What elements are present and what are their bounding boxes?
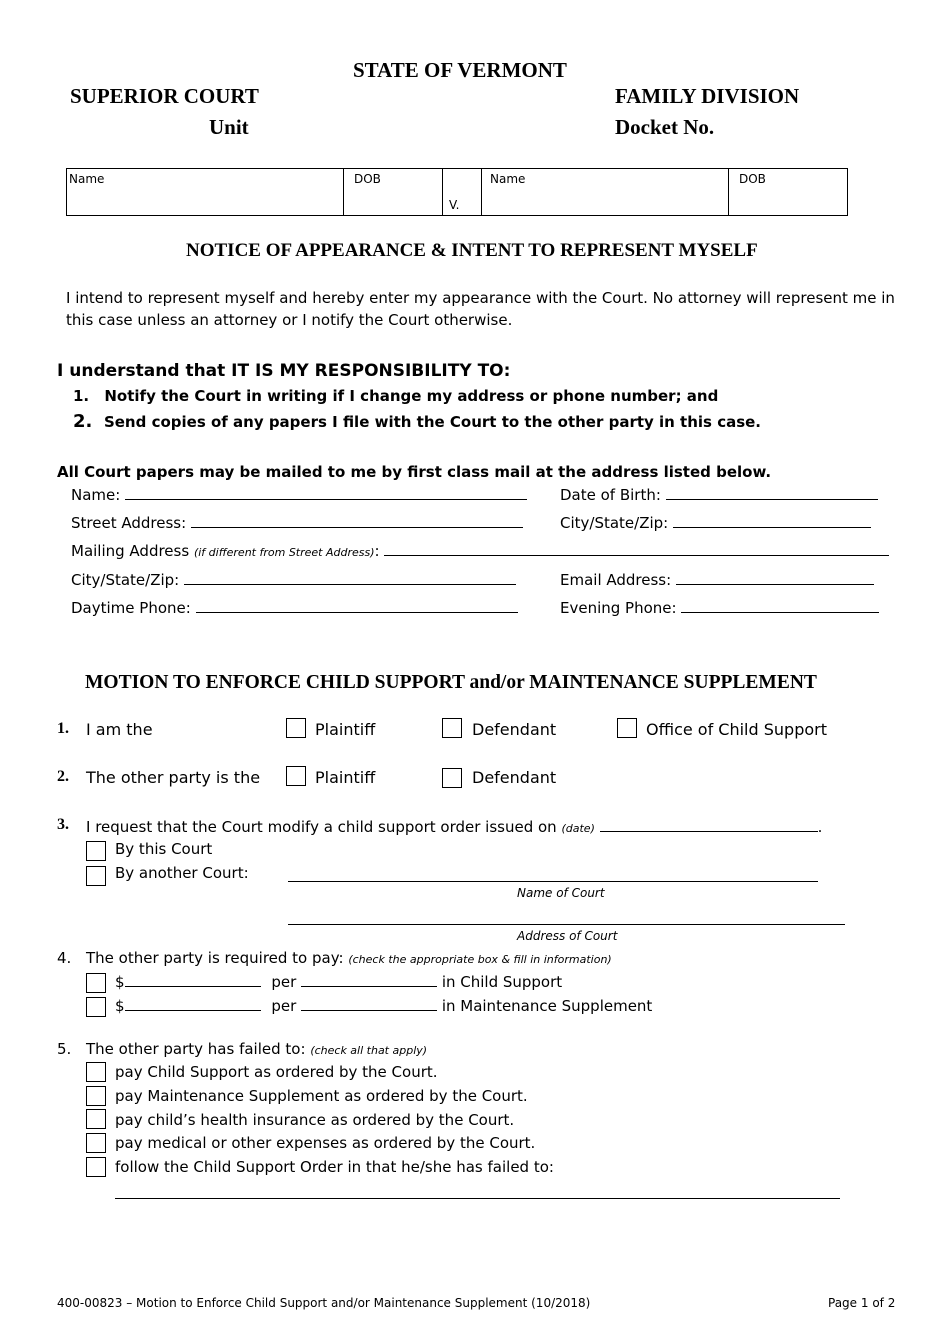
street-line[interactable]: [191, 513, 523, 528]
q3-other-court-checkbox[interactable]: [86, 866, 106, 886]
dob-label: Date of Birth:: [560, 486, 661, 504]
q4-maintenance-checkbox[interactable]: [86, 997, 106, 1017]
q4-period-1-line[interactable]: [301, 972, 437, 987]
party2-dob-label: DOB: [739, 172, 766, 186]
q1-ocs-checkbox[interactable]: [617, 718, 637, 738]
q4-number: 4.: [57, 949, 72, 967]
q4-maintenance-row[interactable]: [115, 996, 652, 1015]
q1-defendant-checkbox[interactable]: [442, 718, 462, 738]
city-right-label: City/State/Zip:: [560, 514, 669, 532]
q3-date-note: (date): [561, 822, 595, 835]
q5-number: 5.: [57, 1040, 72, 1058]
q1-defendant-label: Defendant: [472, 720, 557, 739]
division-heading: FAMILY DIVISION: [615, 84, 800, 108]
responsibility-num-2: 2.: [73, 411, 93, 432]
q4-row: [86, 949, 612, 967]
city-field[interactable]: [71, 570, 516, 589]
party1-name-label: Name: [69, 172, 105, 186]
party1-dob-label: DOB: [354, 172, 381, 186]
name-label: Name:: [71, 486, 121, 504]
state-heading: STATE OF VERMONT: [353, 58, 567, 82]
q2-label: The other party is the: [86, 768, 261, 787]
q2-defendant-checkbox[interactable]: [442, 768, 462, 788]
q4-note: (check the appropriate box & fill in information): [348, 953, 612, 966]
q5-health-insurance-checkbox[interactable]: [86, 1109, 106, 1129]
q4-label: The other party is required to pay:: [86, 949, 344, 967]
q4-child-support-row[interactable]: [115, 972, 562, 991]
q5-explanation-line[interactable]: [115, 1198, 840, 1199]
street-label: Street Address:: [71, 514, 187, 532]
q4-dollar-2: $: [115, 997, 125, 1015]
unit-label: Unit: [209, 115, 249, 139]
mailing-note: (if different from Street Address): [193, 546, 375, 559]
q1-number: 1.: [57, 720, 69, 737]
mail-note: All Court papers may be mailed to me by first class mail at the address listed below.: [57, 463, 772, 481]
email-field[interactable]: [560, 570, 874, 589]
day-phone-label: Daytime Phone:: [71, 599, 191, 617]
q4-per-1: per: [271, 973, 297, 991]
responsibility-text-2: Send copies of any papers I file with the Court to the other party in this case.: [103, 413, 762, 431]
street-field[interactable]: [71, 513, 523, 532]
notice-line-2: this case unless an attorney or I notify the Court otherwise.: [66, 311, 513, 329]
q4-amount-2-line[interactable]: [125, 996, 261, 1011]
eve-phone-line[interactable]: [681, 598, 879, 613]
responsibility-item-1: [73, 387, 718, 405]
responsibility-item-2: [73, 411, 761, 432]
q3-court-name-label: Name of Court: [517, 886, 605, 900]
q5-row: [86, 1040, 427, 1058]
name-field[interactable]: [71, 485, 527, 504]
name-line[interactable]: [125, 485, 527, 500]
day-phone-line[interactable]: [196, 598, 518, 613]
party2-name-cell[interactable]: [482, 169, 729, 216]
email-label: Email Address:: [560, 571, 672, 589]
mailing-field[interactable]: [71, 541, 889, 560]
notice-line-1: I intend to represent myself and hereby enter my appearance with the Court. No attorney will represent me in: [66, 289, 895, 307]
mailing-label: Mailing Address: [71, 542, 190, 560]
q3-other-court-label: By another Court:: [115, 864, 249, 882]
dob-line[interactable]: [666, 485, 878, 500]
versus-label: V.: [449, 198, 460, 212]
q3-label: I request that the Court modify a child support order issued on: [86, 818, 557, 836]
footer-page-number: Page 1 of 2: [828, 1296, 896, 1310]
q4-maintenance-label: in Maintenance Supplement: [441, 997, 653, 1015]
q5-item-label: pay Maintenance Supplement as ordered by the Court.: [115, 1087, 528, 1105]
q3-row: I request that the Court modify a child support order issued on (date) .: [86, 818, 823, 836]
q5-child-support-checkbox[interactable]: [86, 1062, 106, 1082]
party-table: [66, 168, 848, 216]
city-right-line[interactable]: [673, 513, 871, 528]
city-label: City/State/Zip:: [71, 571, 180, 589]
party2-dob-cell[interactable]: [729, 169, 848, 216]
q1-plaintiff-checkbox[interactable]: [286, 718, 306, 738]
mailing-colon: :: [374, 542, 380, 560]
q4-period-2-line[interactable]: [301, 996, 437, 1011]
q5-item-label: pay medical or other expenses as ordered by the Court.: [115, 1134, 536, 1152]
q4-amount-1-line[interactable]: [125, 972, 261, 987]
responsibility-heading: I understand that IT IS MY RESPONSIBILITY TO:: [57, 361, 511, 381]
responsibility-text-1: Notify the Court in writing if I change my address or phone number; and: [104, 387, 719, 405]
motion-title: MOTION TO ENFORCE CHILD SUPPORT and/or MAINTENANCE SUPPLEMENT: [85, 672, 817, 693]
q1-label: I am the: [86, 720, 153, 739]
court-heading: SUPERIOR COURT: [70, 84, 259, 108]
party1-name-cell[interactable]: [67, 169, 344, 216]
q5-item-label: pay child’s health insurance as ordered by the Court.: [115, 1111, 515, 1129]
q5-item-label: pay Child Support as ordered by the Court.: [115, 1063, 438, 1081]
eve-phone-label: Evening Phone:: [560, 599, 677, 617]
party1-dob-cell[interactable]: [344, 169, 443, 216]
q2-plaintiff-checkbox[interactable]: [286, 766, 306, 786]
q5-medical-checkbox[interactable]: [86, 1133, 106, 1153]
footer-form-id: 400-00823 – Motion to Enforce Child Support and/or Maintenance Supplement (10/2018): [57, 1296, 591, 1310]
versus-cell: [443, 169, 482, 216]
eve-phone-field[interactable]: [560, 598, 879, 617]
q1-plaintiff-label: Plaintiff: [315, 720, 376, 739]
mailing-line[interactable]: [384, 541, 889, 556]
q4-child-support-checkbox[interactable]: [86, 973, 106, 993]
notice-title: NOTICE OF APPEARANCE & INTENT TO REPRESENT MYSELF: [186, 240, 758, 261]
day-phone-field[interactable]: [71, 598, 518, 617]
q3-this-court-checkbox[interactable]: [86, 841, 106, 861]
q3-court-address-label: Address of Court: [517, 929, 618, 943]
q4-child-support-label: in Child Support: [441, 973, 563, 991]
q5-item-label: follow the Child Support Order in that he/she has failed to:: [115, 1158, 554, 1176]
q4-dollar-1: $: [115, 973, 125, 991]
responsibility-num-1: 1.: [73, 387, 90, 405]
dob-field[interactable]: [560, 485, 878, 504]
q1-ocs-label: Office of Child Support: [646, 720, 827, 739]
q5-follow-order-checkbox[interactable]: [86, 1157, 106, 1177]
city-line[interactable]: [184, 570, 516, 585]
q3-date-line[interactable]: [600, 817, 818, 832]
q5-note: (check all that apply): [310, 1044, 428, 1057]
docket-label: Docket No.: [615, 115, 715, 139]
party2-name-label: Name: [490, 172, 526, 186]
q4-per-2: per: [271, 997, 297, 1015]
q3-this-court-label: By this Court: [115, 840, 213, 858]
q5-label: The other party has failed to:: [86, 1040, 306, 1058]
q3-court-name-line[interactable]: [288, 881, 818, 882]
q2-number: 2.: [57, 768, 69, 785]
email-line[interactable]: [676, 570, 874, 585]
q3-court-address-line[interactable]: [288, 924, 845, 925]
q2-plaintiff-label: Plaintiff: [315, 768, 376, 787]
q5-maintenance-checkbox[interactable]: [86, 1086, 106, 1106]
q2-defendant-label: Defendant: [472, 768, 557, 787]
q3-number: 3.: [57, 816, 69, 833]
city-right-field[interactable]: [560, 513, 871, 532]
